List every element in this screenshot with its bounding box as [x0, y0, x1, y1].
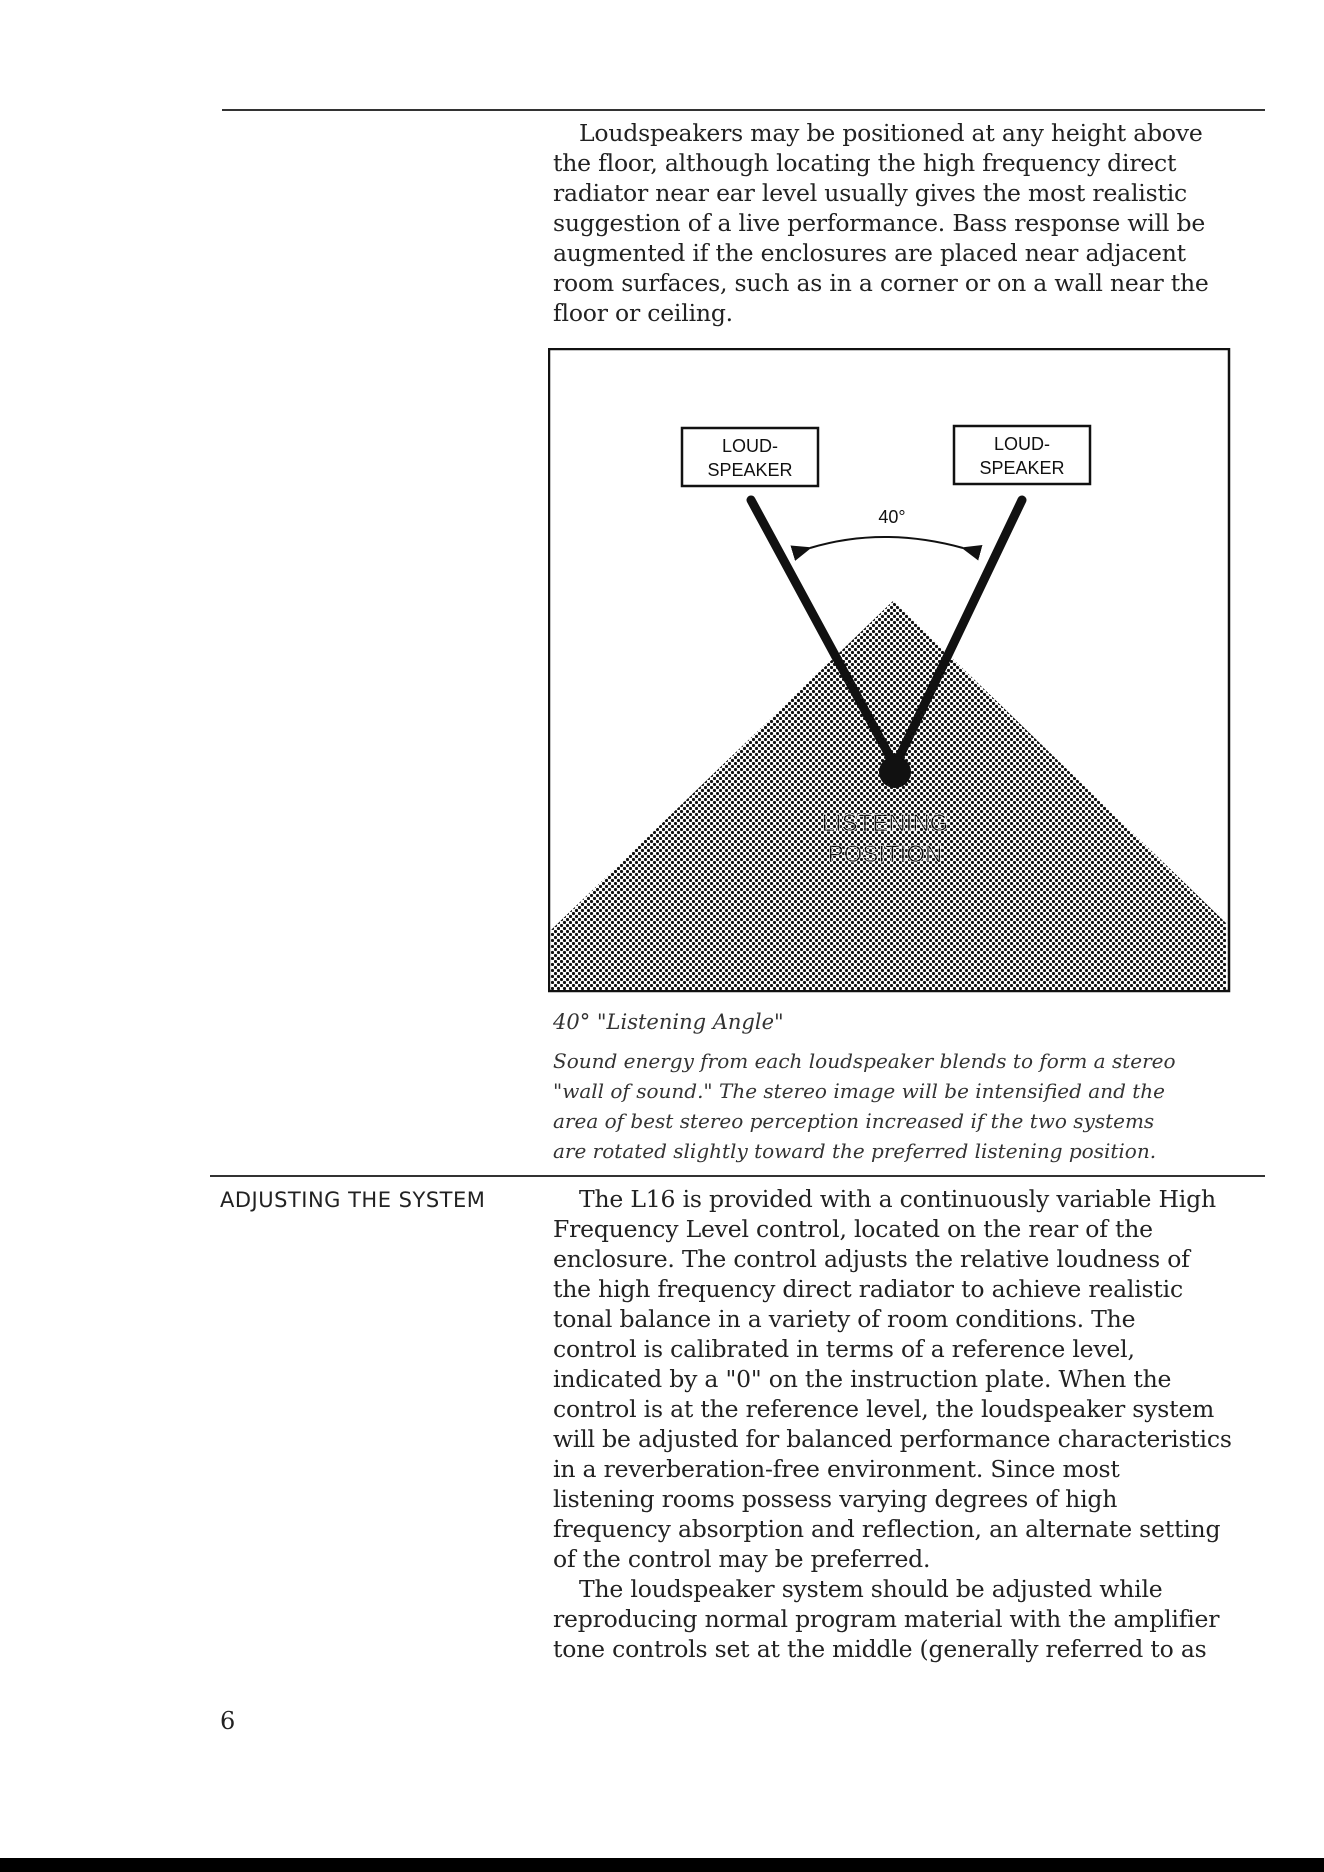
- text-line: the floor, although locating the high frequency direct: [553, 149, 1177, 177]
- diagram-svg: [548, 348, 1232, 994]
- text-line: enclosure. The control adjusts the relative loudness of: [553, 1245, 1190, 1273]
- caption-line: area of best stereo perception increased if the two systems: [553, 1109, 1155, 1133]
- text-line: tonal balance in a variety of room conditions. The: [553, 1305, 1136, 1333]
- figure-caption-body: [553, 1046, 1253, 1166]
- text-line: control is at the reference level, the loudspeaker system: [553, 1395, 1215, 1423]
- left-speaker-label-1: LOUD-: [721, 436, 779, 456]
- caption-line: "wall of sound." The stereo image will be intensified and the: [553, 1079, 1166, 1103]
- text-line: room surfaces, such as in a corner or on a wall near the: [553, 269, 1209, 297]
- section-heading: ADJUSTING THE SYSTEM: [220, 1188, 486, 1212]
- text-line: augmented if the enclosures are placed near adjacent: [553, 239, 1186, 267]
- right-loudspeaker: [954, 426, 1090, 484]
- caption-line: are rotated slightly toward the preferred listening position.: [553, 1139, 1157, 1163]
- text-line: control is calibrated in terms of a reference level,: [553, 1335, 1135, 1363]
- left-speaker-label-2: SPEAKER: [707, 460, 793, 480]
- text-line: suggestion of a live performance. Bass response will be: [553, 209, 1206, 237]
- text-line: The L16 is provided with a continuously variable High: [579, 1185, 1216, 1213]
- text-line: tone controls set at the middle (generally referred to as: [553, 1635, 1207, 1663]
- intro-paragraph: [553, 118, 1253, 328]
- right-speaker-label-1: LOUD-: [993, 434, 1051, 454]
- angle-label: 40°: [878, 507, 906, 527]
- top-rule: [222, 109, 1265, 111]
- left-loudspeaker: [682, 428, 818, 486]
- text-line: radiator near ear level usually gives the most realistic: [553, 179, 1187, 207]
- text-line: reproducing normal program material with the amplifier: [553, 1605, 1220, 1633]
- text-line: indicated by a "0" on the instruction plate. When the: [553, 1365, 1172, 1393]
- text-line: of the control may be preferred.: [553, 1545, 931, 1573]
- text-line: listening rooms possess varying degrees of high: [553, 1485, 1118, 1513]
- text-line: Loudspeakers may be positioned at any height above: [579, 119, 1203, 147]
- text-line: will be adjusted for balanced performance characteristics: [553, 1425, 1232, 1453]
- page-number: 6: [220, 1707, 236, 1735]
- figure-caption-title: 40° "Listening Angle": [553, 1010, 784, 1034]
- text-line: frequency absorption and reflection, an alternate setting: [553, 1515, 1221, 1543]
- caption-line: Sound energy from each loudspeaker blends to form a stereo: [553, 1049, 1176, 1073]
- text-line: in a reverberation-free environment. Since most: [553, 1455, 1120, 1483]
- adjusting-paragraph-1: [553, 1184, 1253, 1574]
- text-line: Frequency Level control, located on the rear of the: [553, 1215, 1153, 1243]
- section-rule: [210, 1175, 1265, 1177]
- text-line: floor or ceiling.: [553, 299, 733, 327]
- scan-edge-bar: [0, 1858, 1324, 1872]
- text-line: the high frequency direct radiator to achieve realistic: [553, 1275, 1183, 1303]
- listening-position-label-1: LISTENING: [821, 810, 949, 837]
- listening-angle-diagram: [548, 348, 1232, 994]
- listening-position-label-2: POSITION: [827, 841, 943, 868]
- text-line: The loudspeaker system should be adjusted while: [579, 1575, 1163, 1603]
- adjusting-paragraph-2: [553, 1574, 1253, 1664]
- right-speaker-label-2: SPEAKER: [979, 458, 1065, 478]
- listener-dot: [879, 756, 911, 788]
